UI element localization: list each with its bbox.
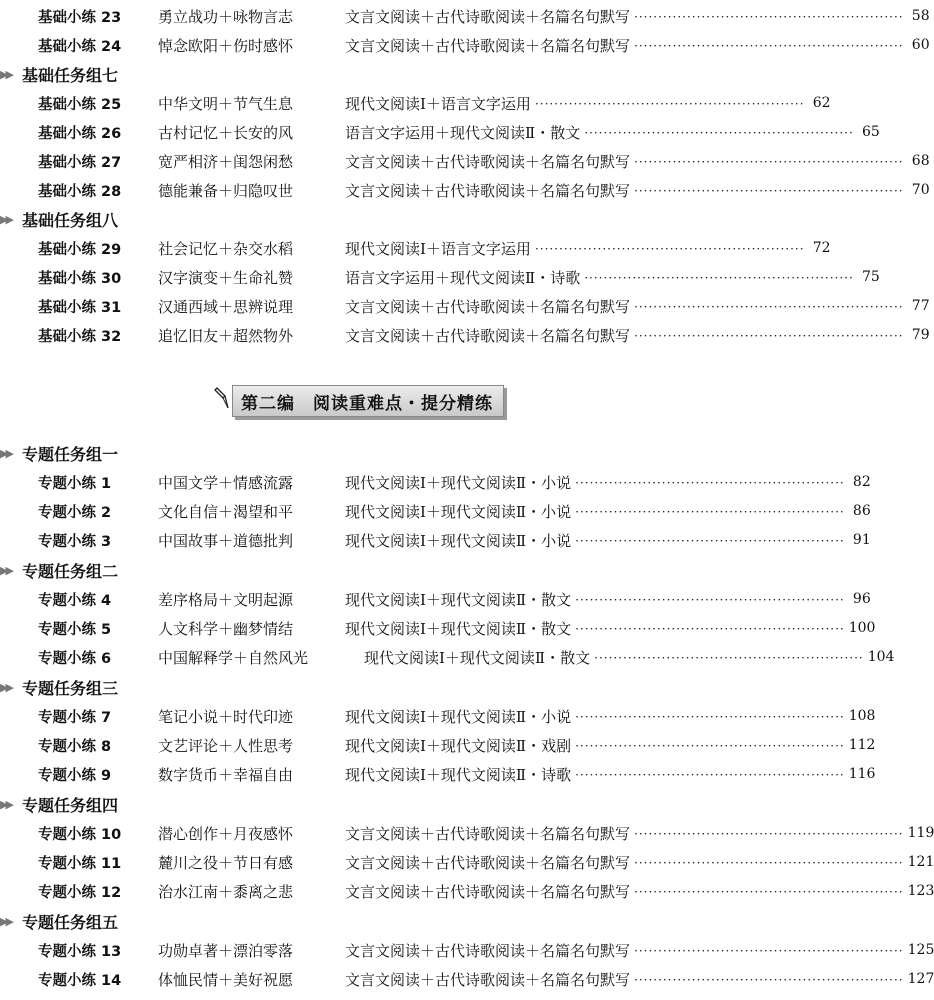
entry-label: 专题小练 3 bbox=[38, 533, 112, 550]
entry-description: 文言文阅读＋古代诗歌阅读＋名篇名句默写 bbox=[345, 181, 631, 200]
entry-description: 现代文阅读Ⅰ＋现代文阅读Ⅱ・诗歌 bbox=[345, 765, 572, 784]
part-title: 阅读重难点・提分精练 bbox=[313, 393, 493, 414]
dot-leader: ························································ bbox=[634, 856, 904, 870]
entry-page-number: 104 bbox=[867, 649, 895, 665]
part-banner bbox=[214, 380, 504, 422]
toc-entry[interactable] bbox=[0, 877, 934, 905]
entry-description: 现代文阅读Ⅰ＋现代文阅读Ⅱ・散文 bbox=[364, 648, 591, 667]
toc-entry[interactable] bbox=[0, 643, 895, 671]
dot-leader: ························································ bbox=[634, 10, 904, 24]
toc-entry[interactable] bbox=[0, 497, 871, 525]
entry-page-number: 60 bbox=[911, 37, 930, 53]
entry-theme: 中华文明＋节气生息 bbox=[158, 94, 294, 113]
entry-page-number: 112 bbox=[848, 737, 876, 753]
entry-theme: 文化自信＋渴望和平 bbox=[158, 502, 294, 521]
entry-description: 现代文阅读Ⅰ＋现代文阅读Ⅱ・小说 bbox=[345, 707, 572, 726]
part-title-box bbox=[232, 385, 504, 417]
entry-description: 文言文阅读＋古代诗歌阅读＋名篇名句默写 bbox=[345, 853, 631, 872]
entry-description: 文言文阅读＋古代诗歌阅读＋名篇名句默写 bbox=[345, 7, 631, 26]
group-header[interactable] bbox=[0, 907, 118, 935]
entry-page-number: 121 bbox=[907, 854, 934, 870]
entry-description: 语言文字运用＋现代文阅读Ⅱ・诗歌 bbox=[345, 268, 581, 287]
entry-label: 基础小练 28 bbox=[38, 183, 122, 200]
dot-leader: ························································ bbox=[634, 885, 904, 899]
entry-theme: 文艺评论＋人性思考 bbox=[158, 736, 294, 755]
entry-label: 专题小练 5 bbox=[38, 621, 112, 638]
entry-theme: 中国文学＋情感流露 bbox=[158, 473, 294, 492]
toc-entry[interactable] bbox=[0, 89, 831, 117]
toc-entry[interactable] bbox=[0, 965, 934, 993]
toc-entry[interactable] bbox=[0, 936, 934, 964]
dot-leader: ························································ bbox=[634, 973, 904, 987]
toc-entry[interactable] bbox=[0, 118, 880, 146]
toc-entry[interactable] bbox=[0, 760, 876, 788]
entry-theme: 古村记忆＋长安的风 bbox=[158, 123, 294, 142]
double-chevron-right-icon: ▶▶ bbox=[0, 797, 11, 811]
double-chevron-right-icon: ▶▶ bbox=[0, 563, 11, 577]
entry-label: 专题小练 10 bbox=[38, 826, 122, 843]
dot-leader: ························································ bbox=[594, 651, 864, 665]
entry-label: 专题小练 7 bbox=[38, 709, 112, 726]
toc-entry[interactable] bbox=[0, 848, 934, 876]
group-title: 专题任务组一 bbox=[22, 444, 119, 464]
entry-theme: 笔记小说＋时代印迹 bbox=[158, 707, 294, 726]
entry-label: 专题小练 13 bbox=[38, 943, 122, 960]
entry-description: 现代文阅读Ⅰ＋语言文字运用 bbox=[345, 239, 531, 258]
toc-entry[interactable] bbox=[0, 263, 880, 291]
entry-page-number: 100 bbox=[848, 620, 876, 636]
toc-entry[interactable] bbox=[0, 585, 871, 613]
entry-theme: 中国故事＋道德批判 bbox=[158, 531, 294, 550]
group-header[interactable] bbox=[0, 205, 118, 233]
dot-leader: ························································ bbox=[634, 827, 904, 841]
entry-theme: 追忆旧友＋超然物外 bbox=[158, 326, 294, 345]
entry-theme: 中国解释学＋自然风光 bbox=[158, 648, 309, 667]
entry-page-number: 62 bbox=[812, 95, 831, 111]
entry-page-number: 116 bbox=[848, 766, 876, 782]
entry-label: 专题小练 9 bbox=[38, 767, 112, 784]
group-title: 专题任务组三 bbox=[22, 678, 119, 698]
entry-page-number: 58 bbox=[911, 8, 930, 24]
entry-theme: 人文科学＋幽梦情结 bbox=[158, 619, 294, 638]
entry-page-number: 65 bbox=[861, 124, 880, 140]
dot-leader: ························································ bbox=[584, 126, 854, 140]
toc-entry[interactable] bbox=[0, 176, 930, 204]
entry-page-number: 77 bbox=[911, 298, 930, 314]
dot-leader: ························································ bbox=[634, 155, 904, 169]
entry-theme: 社会记忆＋杂交水稻 bbox=[158, 239, 294, 258]
entry-description: 文言文阅读＋古代诗歌阅读＋名篇名句默写 bbox=[345, 824, 631, 843]
entry-label: 基础小练 31 bbox=[38, 299, 122, 316]
toc-entry[interactable] bbox=[0, 702, 876, 730]
entry-page-number: 96 bbox=[852, 591, 871, 607]
entry-page-number: 72 bbox=[812, 240, 831, 256]
entry-description: 现代文阅读Ⅰ＋语言文字运用 bbox=[345, 94, 531, 113]
entry-description: 文言文阅读＋古代诗歌阅读＋名篇名句默写 bbox=[345, 152, 631, 171]
group-title: 专题任务组五 bbox=[22, 912, 119, 932]
entry-theme: 体恤民情＋美好祝愿 bbox=[158, 970, 294, 989]
entry-label: 基础小练 23 bbox=[38, 9, 122, 26]
toc-entry[interactable] bbox=[0, 292, 930, 320]
entry-theme: 功勋卓著＋漂泊零落 bbox=[158, 941, 294, 960]
dot-leader: ························································ bbox=[634, 39, 904, 53]
entry-label: 基础小练 24 bbox=[38, 38, 122, 55]
entry-description: 语言文字运用＋现代文阅读Ⅱ・散文 bbox=[345, 123, 581, 142]
entry-description: 文言文阅读＋古代诗歌阅读＋名篇名句默写 bbox=[345, 36, 631, 55]
double-chevron-right-icon: ▶▶ bbox=[0, 680, 11, 694]
entry-theme: 汉通西域＋思辨说理 bbox=[158, 297, 294, 316]
entry-page-number: 125 bbox=[907, 942, 934, 958]
entry-page-number: 123 bbox=[907, 883, 934, 899]
toc-entry[interactable] bbox=[0, 731, 876, 759]
entry-label: 基础小练 30 bbox=[38, 270, 122, 287]
entry-page-number: 119 bbox=[907, 825, 934, 841]
dot-leader: ························································ bbox=[575, 710, 845, 724]
entry-label: 专题小练 2 bbox=[38, 504, 112, 521]
entry-theme: 汉字演变＋生命礼赞 bbox=[158, 268, 294, 287]
pen-nib-icon bbox=[214, 386, 230, 416]
entry-label: 专题小练 6 bbox=[38, 650, 112, 667]
entry-description: 现代文阅读Ⅰ＋现代文阅读Ⅱ・小说 bbox=[345, 502, 572, 521]
double-chevron-right-icon: ▶▶ bbox=[0, 446, 11, 460]
entry-description: 现代文阅读Ⅰ＋现代文阅读Ⅱ・小说 bbox=[345, 531, 572, 550]
toc-entry[interactable] bbox=[0, 526, 871, 554]
entry-theme: 治水江南＋黍离之悲 bbox=[158, 882, 294, 901]
toc-entry[interactable] bbox=[0, 614, 876, 642]
group-header[interactable] bbox=[0, 556, 118, 584]
dot-leader: ························································ bbox=[584, 271, 854, 285]
entry-label: 基础小练 32 bbox=[38, 328, 122, 345]
entry-description: 文言文阅读＋古代诗歌阅读＋名篇名句默写 bbox=[345, 941, 631, 960]
entry-page-number: 82 bbox=[852, 474, 871, 490]
entry-theme: 宽严相济＋闺怨闲愁 bbox=[158, 152, 294, 171]
dot-leader: ························································ bbox=[634, 329, 904, 343]
dot-leader: ························································ bbox=[575, 768, 845, 782]
entry-theme: 勇立战功＋咏物言志 bbox=[158, 7, 294, 26]
toc-entry[interactable] bbox=[0, 147, 930, 175]
entry-label: 基础小练 25 bbox=[38, 96, 122, 113]
group-header[interactable] bbox=[0, 790, 118, 818]
dot-leader: ························································ bbox=[634, 300, 904, 314]
double-chevron-right-icon: ▶▶ bbox=[0, 914, 11, 928]
group-title: 专题任务组四 bbox=[22, 795, 119, 815]
dot-leader: ························································ bbox=[534, 97, 805, 111]
entry-label: 基础小练 27 bbox=[38, 154, 122, 171]
dot-leader: ························································ bbox=[575, 505, 845, 519]
entry-theme: 数字货币＋幸福自由 bbox=[158, 765, 294, 784]
entry-label: 专题小练 8 bbox=[38, 738, 112, 755]
entry-page-number: 68 bbox=[911, 153, 930, 169]
entry-theme: 潜心创作＋月夜感怀 bbox=[158, 824, 294, 843]
dot-leader: ························································ bbox=[575, 593, 845, 607]
toc-entry[interactable] bbox=[0, 819, 934, 847]
double-chevron-right-icon: ▶▶ bbox=[0, 67, 11, 81]
dot-leader: ························································ bbox=[575, 534, 845, 548]
dot-leader: ························································ bbox=[634, 184, 904, 198]
entry-page-number: 79 bbox=[911, 327, 930, 343]
entry-page-number: 70 bbox=[911, 182, 930, 198]
part-number: 第二编 bbox=[241, 393, 295, 414]
dot-leader: ························································ bbox=[575, 476, 845, 490]
group-title: 基础任务组七 bbox=[22, 65, 119, 85]
toc-entry[interactable] bbox=[0, 2, 930, 30]
entry-page-number: 75 bbox=[861, 269, 880, 285]
entry-page-number: 108 bbox=[848, 708, 876, 724]
entry-label: 专题小练 1 bbox=[38, 475, 112, 492]
dot-leader: ························································ bbox=[575, 739, 845, 753]
toc-entry[interactable] bbox=[0, 31, 930, 59]
entry-description: 现代文阅读Ⅰ＋现代文阅读Ⅱ・散文 bbox=[345, 590, 572, 609]
entry-description: 文言文阅读＋古代诗歌阅读＋名篇名句默写 bbox=[345, 970, 631, 989]
group-header[interactable] bbox=[0, 60, 118, 88]
entry-description: 文言文阅读＋古代诗歌阅读＋名篇名句默写 bbox=[345, 326, 631, 345]
entry-description: 文言文阅读＋古代诗歌阅读＋名篇名句默写 bbox=[345, 882, 631, 901]
entry-label: 专题小练 14 bbox=[38, 972, 122, 989]
entry-label: 基础小练 29 bbox=[38, 241, 122, 258]
group-header[interactable] bbox=[0, 673, 118, 701]
dot-leader: ························································ bbox=[634, 944, 904, 958]
group-header[interactable] bbox=[0, 439, 118, 467]
group-title: 专题任务组二 bbox=[22, 561, 119, 581]
double-chevron-right-icon: ▶▶ bbox=[0, 212, 11, 226]
entry-description: 现代文阅读Ⅰ＋现代文阅读Ⅱ・戏剧 bbox=[345, 736, 572, 755]
toc-entry[interactable] bbox=[0, 321, 930, 349]
entry-description: 现代文阅读Ⅰ＋现代文阅读Ⅱ・散文 bbox=[345, 619, 572, 638]
entry-label: 专题小练 11 bbox=[38, 855, 122, 872]
entry-theme: 麓川之役＋节日有感 bbox=[158, 853, 294, 872]
entry-theme: 悼念欧阳＋伤时感怀 bbox=[158, 36, 294, 55]
entry-page-number: 86 bbox=[852, 503, 871, 519]
entry-description: 文言文阅读＋古代诗歌阅读＋名篇名句默写 bbox=[345, 297, 631, 316]
dot-leader: ························································ bbox=[575, 622, 845, 636]
entry-page-number: 91 bbox=[852, 532, 871, 548]
dot-leader: ························································ bbox=[534, 242, 805, 256]
toc-entry[interactable] bbox=[0, 234, 831, 262]
entry-label: 专题小练 12 bbox=[38, 884, 122, 901]
entry-description: 现代文阅读Ⅰ＋现代文阅读Ⅱ・小说 bbox=[345, 473, 572, 492]
entry-label: 基础小练 26 bbox=[38, 125, 122, 142]
entry-theme: 差序格局＋文明起源 bbox=[158, 590, 294, 609]
entry-theme: 德能兼备＋归隐叹世 bbox=[158, 181, 294, 200]
group-title: 基础任务组八 bbox=[22, 210, 119, 230]
entry-label: 专题小练 4 bbox=[38, 592, 112, 609]
entry-page-number: 127 bbox=[907, 971, 934, 987]
toc-entry[interactable] bbox=[0, 468, 871, 496]
